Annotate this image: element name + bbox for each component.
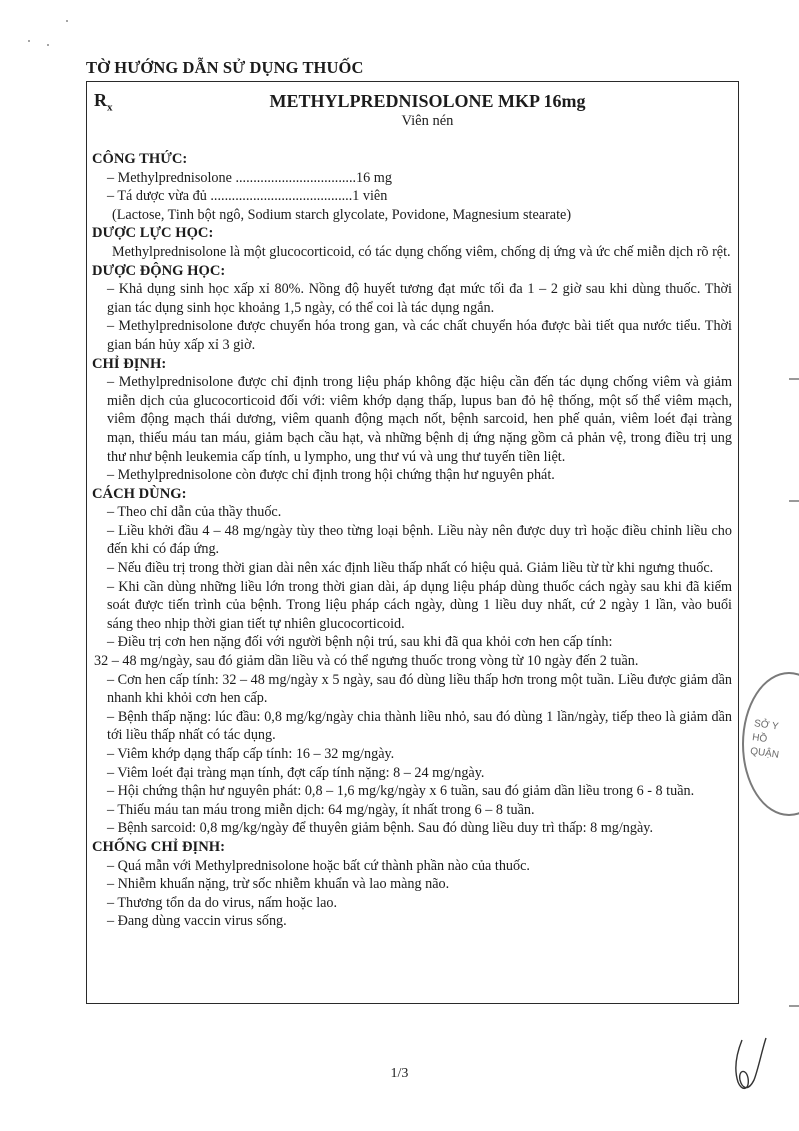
section-heading-cong-thuc: CÔNG THỨC: xyxy=(92,151,188,167)
paragraph: – Quá mẫn với Methylprednisolone hoặc bất cứ thành phần nào của thuốc. xyxy=(107,857,530,874)
section-heading-duoc-dong-hoc: DƯỢC ĐỘNG HỌC: xyxy=(92,262,226,279)
paragraph: – Nhiễm khuẩn nặng, trừ sốc nhiễm khuẩn và lao màng não. xyxy=(107,876,450,893)
paragraph: – Methylprednisolone được chỉ định trong liệu pháp không đặc hiệu cần đến tác dụng chống viêm và giảm miễn dịch của glucocorticoid đối với: viêm khớp dạng thấp, lupus ban đỏ hệ thống, một số thể viêm mạch, viêm động mạch thái dương, viêm quanh động mạch nốt, bệnh sarcoid, hen phế quản, viêm loét đại tràng mạn, thiếu máu tan máu, giảm bạch cầu hạt, và những bệnh dị ứng nặng gồm cả phản vệ, trong điều trị ung thư như bệnh leukemia cấp tính, u lympho, ung thư vú và ung thư tuyến tiền liệt. xyxy=(107,374,732,465)
stamp-line: QUẬN xyxy=(749,745,780,761)
paragraph: – Thương tổn da do virus, nấm hoặc lao. xyxy=(107,894,338,911)
scan-speck xyxy=(28,40,30,42)
paragraph: – Đang dùng vaccin virus sống. xyxy=(107,913,287,930)
paragraph: – Nếu điều trị trong thời gian dài nên xác định liều thấp nhất có hiệu quả. Giảm liều từ từ khi ngưng thuốc. xyxy=(107,560,714,577)
paragraph: – Khi cần dùng những liều lớn trong thời gian dài, áp dụng liệu pháp dùng thuốc cách ngày sau khi đã kiểm soát được tiến trình của bệnh. Trong liệu pháp cách ngày, dùng 1 liều duy nhất, cứ 2 ngày 1 lần, vào buổi sáng theo nhịp thời gian tiết tự nhiên glucocorticoid. xyxy=(107,578,732,632)
paragraph: – Hội chứng thận hư nguyên phát: 0,8 – 1,6 mg/kg/ngày x 6 tuần, sau đó giảm dần liều trong 6 - 8 tuần. xyxy=(107,783,695,800)
stamp-line: HỒ xyxy=(751,732,768,746)
section-heading-duoc-luc-hoc: DƯỢC LỰC HỌC: xyxy=(92,225,214,242)
rx-sub: x xyxy=(107,101,113,114)
leaflet-frame xyxy=(86,81,739,1004)
official-stamp xyxy=(742,672,799,816)
drug-name: METHYLPREDNISOLONE MKP 16mg xyxy=(269,91,586,111)
document-header-title: TỜ HƯỚNG DẪN SỬ DỤNG THUỐC xyxy=(86,58,364,77)
scan-edge-mark xyxy=(789,378,799,380)
scan-edge-mark xyxy=(789,500,799,502)
paragraph: – Thiếu máu tan máu trong miễn dịch: 64 mg/ngày, ít nhất trong 6 – 8 tuần. xyxy=(107,801,535,818)
paragraph: – Cơn hen cấp tính: 32 – 48 mg/ngày x 5 ngày, sau đó dùng liều thấp hơn trong một tuần. Liều được giảm dần nhanh khi khỏi cơn hen cấp. xyxy=(107,671,732,707)
stamp-text xyxy=(749,717,783,763)
paragraph: – Methylprednisolone được chuyển hóa trong gan, và các chất chuyển hóa được bài tiết qua nước tiểu. Thời gian bán hủy xấp xỉ 3 giờ. xyxy=(107,318,732,353)
paragraph: – Viêm loét đại tràng mạn tính, đợt cấp tính nặng: 8 – 24 mg/ngày. xyxy=(107,764,485,781)
rx-main: R xyxy=(94,90,107,110)
dosage-form: Viên nén xyxy=(401,113,454,129)
paragraph: 32 – 48 mg/ngày, sau đó giảm dần liều và có thể ngưng thuốc trong vòng từ 10 ngày đến 2 tuần. xyxy=(94,653,639,670)
composition-line: – Tá dược vừa đủ ........................................1 viên xyxy=(107,188,388,205)
excipients-list: (Lactose, Tinh bột ngô, Sodium starch glycolate, Povidone, Magnesium stearate) xyxy=(112,206,572,223)
paragraph: – Bệnh thấp nặng: lúc đầu: 0,8 mg/kg/ngày chia thành liều nhỏ, sau đó dùng 1 lần/ngày, tiếp theo là giảm dần tới liều thấp nhất có tác dụng. xyxy=(107,708,732,744)
paragraph: – Liều khởi đầu 4 – 48 mg/ngày tùy theo từng loại bệnh. Liều này nên được duy trì hoặc điều chỉnh liều cho đến khi có đáp ứng. xyxy=(107,522,732,558)
section-heading-chong-chi-dinh: CHỐNG CHỈ ĐỊNH: xyxy=(92,838,225,855)
paragraph: Methylprednisolone là một glucocorticoid, có tác dụng chống viêm, chống dị ứng và ức chế miễn dịch rõ rệt. xyxy=(112,243,731,260)
paragraph: – Viêm khớp dạng thấp cấp tính: 16 – 32 mg/ngày. xyxy=(107,746,395,762)
paragraph: – Khả dụng sinh học xấp xỉ 80%. Nồng độ huyết tương đạt mức tối đa 1 – 2 giờ sau khi dùng thuốc. Thời gian tác dụng sinh học khoảng 1,5 ngày, có thể coi là tác dụng ngắn. xyxy=(107,281,732,316)
scan-edge-mark xyxy=(789,1005,799,1007)
signature-mark xyxy=(728,1030,768,1100)
page-number: 1/3 xyxy=(390,1066,409,1081)
paragraph: – Methylprednisolone còn được chỉ định trong hội chứng thận hư nguyên phát. xyxy=(107,467,555,484)
paragraph: – Điều trị cơn hen nặng đối với người bệnh nội trú, sau khi đã qua khỏi cơn hen cấp tính: xyxy=(107,634,613,651)
stamp-line: SỞ Y xyxy=(753,718,780,733)
scan-speck xyxy=(66,20,68,22)
composition-line: – Methylprednisolone ..................................16 mg xyxy=(107,169,392,186)
paragraph: – Bệnh sarcoid: 0,8 mg/kg/ngày để thuyên giảm bệnh. Sau đó dùng liều duy trì thấp: 8 mg/ngày. xyxy=(107,820,654,837)
section-heading-cach-dung: CÁCH DÙNG: xyxy=(92,485,187,502)
leaflet-content xyxy=(92,150,732,931)
section-heading-chi-dinh: CHỈ ĐỊNH: xyxy=(92,355,167,372)
paragraph: – Theo chỉ dẫn của thầy thuốc. xyxy=(107,504,282,521)
scan-speck xyxy=(47,44,49,46)
